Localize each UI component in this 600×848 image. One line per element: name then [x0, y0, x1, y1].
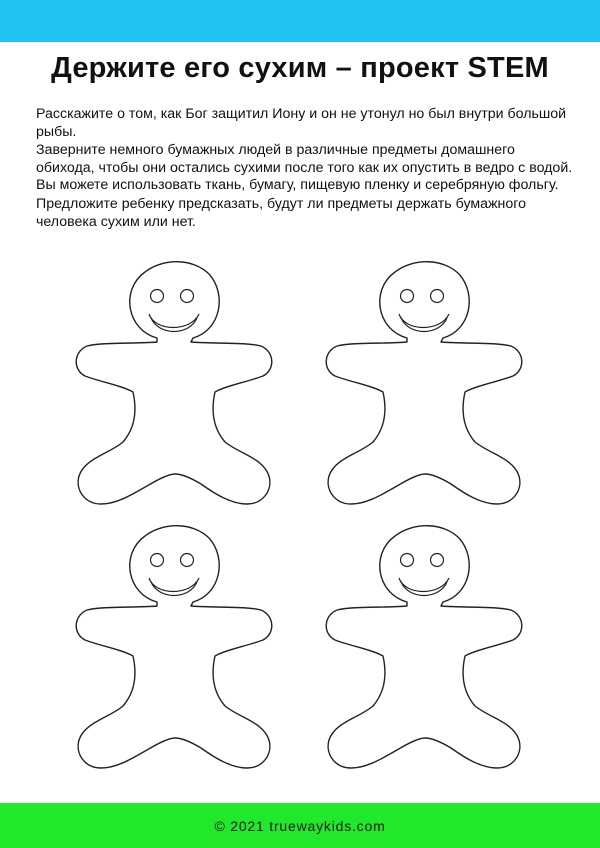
gingerbread-figures-grid	[0, 256, 600, 796]
gingerbread-man-outline-icon	[325, 524, 525, 774]
gingerbread-man-outline-icon	[75, 524, 275, 774]
gingerbread-man-figure-3	[75, 524, 275, 774]
footer-bar	[0, 803, 600, 848]
instruction-paragraph-2: Заверните немного бумажных людей в различные предметы домашнего обихода, чтобы они остались сухими после того как их опустить в ведро с водой. Вы можете использовать ткань, бумагу, пищевую пленку и серебряную фольгу.	[36, 142, 573, 194]
top-color-bar	[0, 0, 600, 42]
gingerbread-man-figure-1	[75, 260, 275, 510]
instructions-text	[36, 106, 576, 231]
gingerbread-man-figure-2	[325, 260, 525, 510]
gingerbread-man-outline-icon	[325, 260, 525, 510]
instruction-paragraph-1: Расскажите о том, как Бог защитил Иону и он не утонул но был внутри большой рыбы.	[36, 106, 567, 140]
gingerbread-man-figure-4	[325, 524, 525, 774]
page-title: Держите его сухим – проект STEM	[51, 52, 549, 84]
instruction-paragraph-3: Предложите ребенку предсказать, будут ли предметы держать бумажного человека сухим или нет.	[36, 195, 526, 230]
gingerbread-man-outline-icon	[75, 260, 275, 510]
copyright-text: © 2021 truewaykids.com	[214, 817, 386, 834]
